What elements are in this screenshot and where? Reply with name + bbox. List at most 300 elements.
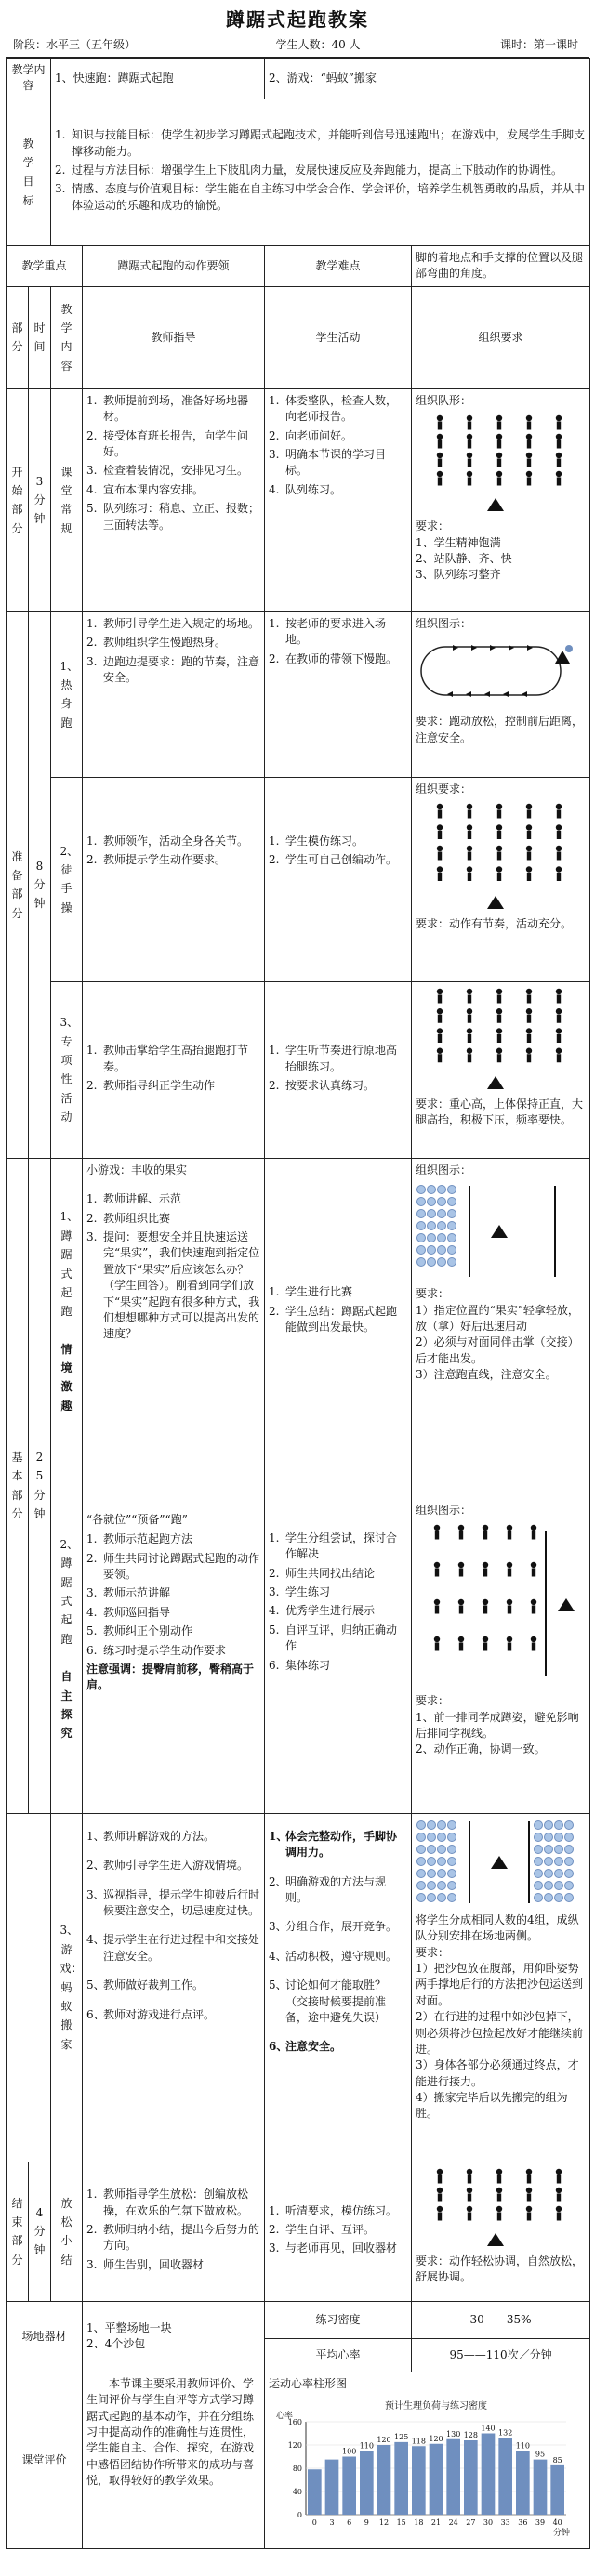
hr-label: 平均心率 <box>265 2338 412 2372</box>
chart-bar <box>482 2434 496 2516</box>
group-member-dot <box>417 1234 426 1242</box>
req-item: 2、动作正确，协调一致。 <box>416 1742 546 1756</box>
list-item: 4、 提示学生在行进过程中和交接处注意安全。 <box>86 1933 260 1963</box>
student-icon <box>458 1562 464 1577</box>
student-icon <box>531 1525 536 1540</box>
chart-bar <box>464 2440 478 2515</box>
student-icon <box>437 2188 443 2202</box>
x-tick-label: 24 <box>448 2518 458 2528</box>
group-member-dot <box>545 1881 553 1889</box>
list-item: 3、 巡视指导，提示学生抑鼓后行时候要注意安全，切忌速度过快。 <box>86 1887 260 1917</box>
student-icon <box>556 415 562 430</box>
list-item: 3. 检查着装情况，安排见习生。 <box>86 464 249 478</box>
chart-bar <box>534 2460 548 2515</box>
student-icon <box>467 2169 472 2184</box>
chart-cell <box>265 2372 590 2548</box>
prep-special-student <box>265 981 412 1158</box>
group-member-dot <box>428 1222 436 1230</box>
goals-row <box>7 99 590 245</box>
formation-diagram <box>416 1522 583 1689</box>
prep-special-org <box>412 981 590 1158</box>
bar-value-label: 120 <box>429 2434 443 2443</box>
student-icon <box>507 1636 512 1651</box>
group-member-dot <box>565 1881 574 1889</box>
group-member-dot <box>535 1833 543 1841</box>
prep-part: 准备部分 <box>7 611 29 1158</box>
group-member-dot <box>428 1820 436 1829</box>
group-member-dot <box>448 1210 456 1218</box>
group-member-dot <box>438 1893 446 1901</box>
list-item: 5. 自评互评，归纳正确动作 <box>269 1623 398 1653</box>
student-icon <box>434 1525 440 1540</box>
req-title: 要求： <box>416 1945 450 1959</box>
basic-s3-student <box>265 1813 412 2162</box>
student-icon <box>496 2188 502 2202</box>
x-tick-label: 27 <box>466 2518 476 2528</box>
student-icon <box>507 1562 512 1577</box>
flag-dot <box>565 645 573 652</box>
track-diagram <box>416 636 583 710</box>
bar-value-label: 110 <box>515 2441 531 2451</box>
basic-s3-org <box>412 1813 590 2162</box>
student-icon <box>496 1008 502 1023</box>
group-member-dot <box>448 1869 456 1877</box>
x-tick-label: 0 <box>311 2518 317 2528</box>
req-item: 1、前一排同学成蹲姿，避免影响后排同学视线。 <box>416 1710 579 1740</box>
student-icon <box>556 471 562 486</box>
req-item: 2、站队静、齐、快 <box>416 551 512 565</box>
list-item: 6. 集体练习 <box>269 1658 331 1672</box>
group-member-dot <box>428 1198 436 1206</box>
group-member-dot <box>448 1222 456 1230</box>
end-teacher <box>83 2162 265 2301</box>
group-member-dot <box>428 1234 436 1242</box>
student-icon <box>467 1008 472 1023</box>
relay-diagram <box>416 1182 583 1282</box>
chart-bar <box>377 2445 391 2515</box>
group-member-dot <box>535 1881 543 1889</box>
prep-warm-content: 1、热身跑 <box>51 611 83 777</box>
basic-s1-teacher <box>83 1158 265 1465</box>
list-item: 3. 与老师再见，回收器材 <box>269 2241 398 2255</box>
student-icon <box>526 1008 532 1023</box>
list-item: 5、 讨论如何才能取胜？（交接时候要提前准备，途中避免失误） <box>269 1978 387 2024</box>
basic-s1-student <box>265 1158 412 1465</box>
student-icon <box>526 2206 532 2221</box>
req-title: 要求： <box>416 1694 450 1708</box>
group-member-dot <box>448 1820 456 1829</box>
group-member-dot <box>545 1857 553 1865</box>
equip-label: 场地器材 <box>7 2301 83 2372</box>
chart-bar <box>430 2444 443 2515</box>
student-icon <box>437 866 443 881</box>
command-text: “各就位”“预备”“跑” <box>86 1512 188 1526</box>
list-item: 3. 学生练习 <box>269 1584 331 1598</box>
student-icon <box>437 453 443 467</box>
basic-s2-row <box>7 1465 590 1813</box>
group-member-dot <box>438 1186 446 1194</box>
group-member-dot <box>555 1845 563 1853</box>
group-member-dot <box>448 1881 456 1889</box>
req-item: 3）身体各部分必须通过终点，才能进行接力。 <box>416 2058 579 2088</box>
group-member-dot <box>438 1881 446 1889</box>
student-icon <box>437 2169 443 2184</box>
evaluation-row <box>7 2372 590 2548</box>
student-icon <box>434 1599 440 1614</box>
chart-ylabel: 心率 <box>276 2412 294 2422</box>
group-member-dot <box>448 1258 456 1267</box>
prep-exercise-teacher <box>83 777 265 981</box>
student-icon <box>526 453 532 467</box>
group-member-dot <box>417 1881 426 1889</box>
group-member-dot <box>535 1845 543 1853</box>
group-member-dot <box>438 1198 446 1206</box>
student-icon <box>434 1636 440 1651</box>
list-item: 4. 宣布本课内容安排。 <box>86 482 205 496</box>
student-icon <box>526 434 532 449</box>
list-item: 1. 教师击掌给学生高抬腿跑打节奏。 <box>86 1044 249 1073</box>
student-icon <box>556 1008 562 1023</box>
bar-value-label: 85 <box>552 2456 562 2465</box>
group-member-dot <box>448 1246 456 1255</box>
key-text: 蹲踞式起跑的动作要领 <box>83 245 265 286</box>
basic-s3-content: 3、游戏：蚂蚁搬家 <box>51 1813 83 2162</box>
org-title: 组织队形： <box>416 393 472 407</box>
group-member-dot <box>428 1845 436 1853</box>
equip-item: 2、4个沙包 <box>86 2337 146 2351</box>
student-icon <box>467 1028 472 1043</box>
list-item: 2. 教师组织学生慢跑热身。 <box>86 636 227 650</box>
prep-special-row <box>7 981 590 1158</box>
goal-item: 3. 情感、态度与价值观目标：学生能在自主练习中学会合作、学会评价，培养学生机智勇敢的品质，并从中体验运动的乐趣和成功的愉悦。 <box>55 182 586 212</box>
student-icon <box>556 1028 562 1043</box>
keypoints-row <box>7 245 590 286</box>
x-tick-label: 21 <box>430 2518 442 2528</box>
student-icon <box>437 2206 443 2221</box>
begin-org <box>412 388 590 611</box>
student-icon <box>496 434 502 449</box>
y-tick-label: 40 <box>292 2488 303 2497</box>
group-member-dot <box>438 1246 446 1255</box>
key-label: 教学重点 <box>7 245 83 286</box>
list-item: 3. 边跑边提要求：跑的节奏，注意安全。 <box>86 654 260 684</box>
x-tick-label: 12 <box>378 2518 390 2528</box>
chart-bar <box>498 2438 512 2516</box>
group-member-dot <box>555 1893 563 1901</box>
student-icon <box>496 824 502 839</box>
student-icon <box>531 1562 536 1577</box>
lesson-table <box>6 58 590 2549</box>
student-icon <box>483 1636 488 1651</box>
list-item: 2. 接受体育班长报告，向学生问好。 <box>86 428 249 458</box>
list-item: 2. 教师提示学生动作要求。 <box>86 853 227 867</box>
student-icon <box>526 415 532 430</box>
list-item: 2. 教师归纳小结，提出今后努力的方向。 <box>86 2223 260 2253</box>
list-item: 4. 教师巡回指导 <box>86 1605 171 1619</box>
student-icon <box>507 1599 512 1614</box>
prep-warm-student <box>265 611 412 777</box>
group-member-dot <box>438 1234 446 1242</box>
basic-s1-row <box>7 1158 590 1465</box>
student-icon <box>556 1047 562 1062</box>
group-member-dot <box>565 1869 574 1877</box>
group-member-dot <box>417 1893 426 1901</box>
student-icon <box>437 1008 443 1023</box>
teacher-marker <box>555 651 570 664</box>
student-icon <box>526 2188 532 2202</box>
col-time: 时间 <box>29 286 51 388</box>
basic-s1-content: 1、蹲踞式起跑 情境激趣 <box>51 1158 83 1465</box>
req-block: 要求：重心高，上体保持正直，大腿高抬，积极下压，频率要快。 <box>416 1097 584 1127</box>
chart-bar <box>360 2451 374 2515</box>
group-member-dot <box>417 1210 426 1218</box>
group-member-dot <box>417 1857 426 1865</box>
student-icon <box>496 989 502 1004</box>
prep-warm-org <box>412 611 590 777</box>
student-icon <box>483 1562 488 1577</box>
col-student: 学生活动 <box>265 286 412 388</box>
prep-special-teacher <box>83 981 265 1158</box>
goal-item: 2. 过程与方法目标：增强学生上下肢肌肉力量，发展快速反应及奔跑能力，提高上下肢动作的协调性。 <box>55 164 563 177</box>
student-icon <box>467 1047 472 1062</box>
group-member-dot <box>448 1857 456 1865</box>
list-item: 2、 教师引导学生进入游戏情境。 <box>86 1859 249 1873</box>
req-item: 2）必须与对面同伴击掌（交接）后才能出发。 <box>416 1335 579 1365</box>
bar-value-label: 132 <box>498 2428 513 2438</box>
group-member-dot <box>555 1857 563 1865</box>
student-icon <box>526 866 532 881</box>
col-teacher: 教师指导 <box>83 286 265 388</box>
student-icon <box>467 415 472 430</box>
chart-bar <box>325 2460 339 2515</box>
student-icon <box>437 1047 443 1062</box>
bar-value-label: 120 <box>377 2436 391 2445</box>
prep-exercise-row <box>7 777 590 981</box>
chart-bar <box>516 2451 530 2515</box>
bar-value-label: 125 <box>394 2433 409 2442</box>
prep-warm-row <box>7 611 590 777</box>
student-icon <box>496 2206 502 2221</box>
list-item: 3. 提问：要想安全并且快速运送完“果实”，我们快速跑到指定位置放下“果实”后应该怎么办？（学生回答）。刚看到同学们放下“果实”起跑有很多种方式，我们想想哪种方式可以提高出发的速度？ <box>86 1229 260 1341</box>
list-item: 1. 学生进行比赛 <box>269 1285 353 1299</box>
students-label: 学生人数：40 人 <box>275 38 361 51</box>
student-icon <box>434 1562 440 1577</box>
student-icon <box>496 2169 502 2184</box>
chart-bar <box>308 2469 322 2515</box>
teacher-icon <box>487 1076 504 1089</box>
equip-item: 1、平整场地一块 <box>86 2320 172 2334</box>
bar-value-label: 130 <box>446 2429 461 2438</box>
content-item-1: 1、快速跑：蹲踞式起跑 <box>51 59 265 99</box>
basic-s2-teacher <box>83 1465 265 1813</box>
bar-value-label: 118 <box>411 2437 427 2446</box>
student-icon <box>483 1599 488 1614</box>
list-item: 5. 教师纠正个别动作 <box>86 1624 193 1638</box>
group-member-dot <box>438 1210 446 1218</box>
student-icon <box>467 471 472 486</box>
group-member-dot <box>428 1246 436 1255</box>
req-item: 2）在行进的过程中如沙包掉下，则必须将沙包捡起放好才能继续前进。 <box>416 2010 584 2056</box>
bar-value-label: 128 <box>463 2431 479 2440</box>
student-icon <box>437 989 443 1004</box>
y-tick-label: 0 <box>297 2511 303 2520</box>
begin-row <box>7 388 590 611</box>
bar-value-label: 110 <box>359 2441 375 2451</box>
column-header-row <box>7 286 590 388</box>
chart-bar <box>412 2446 426 2515</box>
req-item: 3）注意跑直线，注意安全。 <box>416 1368 557 1382</box>
group-member-dot <box>565 1820 574 1829</box>
list-item: 3. 明确本节课的学习目标。 <box>269 447 387 478</box>
teacher-icon <box>558 1598 575 1611</box>
track-loop <box>421 647 561 695</box>
list-item: 2. 向老师问好。 <box>269 428 353 442</box>
org-desc: 将学生分成相同人数的4组，成纵队分别安排在场地两侧。 <box>416 1912 579 1943</box>
student-icon <box>556 824 562 839</box>
group-member-dot <box>545 1845 553 1853</box>
group-member-dot <box>417 1198 426 1206</box>
col-part: 部分 <box>7 286 29 388</box>
begin-student <box>265 388 412 611</box>
basic-part: 基本部分 <box>7 1158 29 1813</box>
student-icon <box>467 989 472 1004</box>
student-icon <box>556 846 562 861</box>
group-member-dot <box>535 1857 543 1865</box>
group-member-dot <box>438 1869 446 1877</box>
equip-list <box>83 2301 265 2372</box>
eval-label: 课堂评价 <box>7 2372 83 2548</box>
list-item: 1. 教师指导学生放松：创编放松操，在欢乐的气氛下做放松。 <box>86 2188 249 2217</box>
goal-item: 1. 知识与技能目标：使学生初步学习蹲踞式起跑技术，并能听到信号迅速跑出；在游戏中，发展学生手脚支撑移动能力。 <box>55 128 586 158</box>
begin-time: 3分钟 <box>29 388 51 611</box>
x-tick-label: 40 <box>552 2518 562 2528</box>
student-icon <box>531 1636 536 1651</box>
req-item: 1、学生精神饱满 <box>416 535 501 549</box>
chart-bar <box>342 2457 356 2516</box>
req-item: 1）把沙包放在腹部，用仰卧姿势两手撑地后行的方法把沙包运送到对面。 <box>416 1961 584 2007</box>
list-item: 1. 教师讲解、示范 <box>86 1192 182 1206</box>
bar-value-label: 95 <box>535 2450 546 2459</box>
list-item: 1. 教师提前到场，准备好场地器材。 <box>86 393 249 424</box>
student-icon <box>556 434 562 449</box>
x-tick-label: 9 <box>364 2518 369 2528</box>
group-member-dot <box>428 1833 436 1841</box>
formation-diagram <box>416 986 583 1093</box>
group-member-dot <box>428 1881 436 1889</box>
list-item: 2. 教师组织比赛 <box>86 1211 171 1225</box>
basic-s3-teacher <box>83 1813 265 2162</box>
end-content: 放松小结 <box>51 2162 83 2301</box>
relay-diagram <box>416 1818 583 1909</box>
student-icon <box>526 989 532 1004</box>
student-icon <box>483 1525 488 1540</box>
prep-exercise-student <box>265 777 412 981</box>
list-item: 1. 教师引导学生进入规定的场地。 <box>86 616 260 630</box>
student-icon <box>467 2206 472 2221</box>
group-member-dot <box>417 1833 426 1841</box>
heart-rate-chart <box>269 2392 585 2541</box>
y-tick-label: 120 <box>287 2441 303 2451</box>
group-member-dot <box>448 1833 456 1841</box>
org-title: 组织要求： <box>416 782 472 795</box>
list-item: 3. 师生告别，回收器材 <box>86 2257 205 2271</box>
student-icon <box>507 1525 512 1540</box>
goals-label: 教学目标 <box>7 99 51 245</box>
list-item: 4. 优秀学生进行展示 <box>269 1604 376 1618</box>
student-icon <box>496 866 502 881</box>
student-icon <box>437 804 443 819</box>
list-item: 2. 师生共同讨论蹲踞式起跑的动作要领。 <box>86 1551 260 1581</box>
student-icon <box>526 804 532 819</box>
group-member-dot <box>448 1198 456 1206</box>
content-label: 教学内容 <box>7 59 51 99</box>
group-member-dot <box>438 1258 446 1267</box>
list-item: 1. 学生分组尝试，探讨合作解决 <box>269 1531 398 1561</box>
student-icon <box>467 453 472 467</box>
group-member-dot <box>438 1833 446 1841</box>
group-member-dot <box>565 1893 574 1901</box>
end-time: 4分钟 <box>29 2162 51 2301</box>
prep-warm-teacher <box>83 611 265 777</box>
list-item: 1、 体会完整动作，手脚协调用力。 <box>269 1829 398 1860</box>
group-member-dot <box>417 1820 426 1829</box>
group-member-dot <box>428 1857 436 1865</box>
basic-s1-org <box>412 1158 590 1465</box>
goals-list <box>51 99 590 245</box>
list-item: 2. 师生共同找出结论 <box>269 1566 376 1580</box>
x-tick-label: 30 <box>483 2518 494 2528</box>
group-member-dot <box>545 1833 553 1841</box>
density-value: 30——35% <box>412 2301 590 2338</box>
req-title: 要求： <box>416 519 450 533</box>
list-item: 1. 按老师的要求进入场地。 <box>269 616 387 647</box>
basic-s3-blank <box>7 1813 51 2162</box>
prep-time: 8分钟 <box>29 611 51 1158</box>
basic-s2-content: 2、蹲踞式起跑 自主探究 <box>51 1465 83 1813</box>
group-member-dot <box>565 1857 574 1865</box>
student-icon <box>526 2169 532 2184</box>
student-icon <box>526 824 532 839</box>
student-icon <box>467 434 472 449</box>
end-student <box>265 2162 412 2301</box>
emphasis-text: 注意强调：提臀肩前移，臀稍高于肩。 <box>86 1662 255 1692</box>
student-icon <box>467 2188 472 2202</box>
student-icon <box>556 453 562 467</box>
student-icon <box>467 804 472 819</box>
list-item: 1. 学生模仿练习。 <box>269 834 364 848</box>
group-member-dot <box>545 1893 553 1901</box>
chart-title: 预计生理负荷与练习密度 <box>385 2401 488 2412</box>
equipment-row <box>7 2301 590 2338</box>
student-icon <box>458 1525 464 1540</box>
group-member-dot <box>448 1893 456 1901</box>
list-item: 3. 教师示范讲解 <box>86 1586 171 1600</box>
col-org: 组织要求 <box>412 286 590 388</box>
difficulty-label: 教学难点 <box>265 245 412 286</box>
content-row <box>7 59 590 99</box>
student-icon <box>526 846 532 861</box>
student-icon <box>467 866 472 881</box>
list-item: 5、 教师做好裁判工作。 <box>86 1978 205 1992</box>
bar-value-label: 100 <box>342 2447 357 2456</box>
student-icon <box>437 1028 443 1043</box>
list-item: 1. 体委整队，检查人数，向老师报告。 <box>269 393 398 424</box>
student-icon <box>496 846 502 861</box>
group-member-dot <box>565 1833 574 1841</box>
stage-label: 阶段：水平三（五年级） <box>13 38 137 51</box>
org-title: 组织图示： <box>416 1503 472 1517</box>
density-label: 练习密度 <box>265 2301 412 2338</box>
